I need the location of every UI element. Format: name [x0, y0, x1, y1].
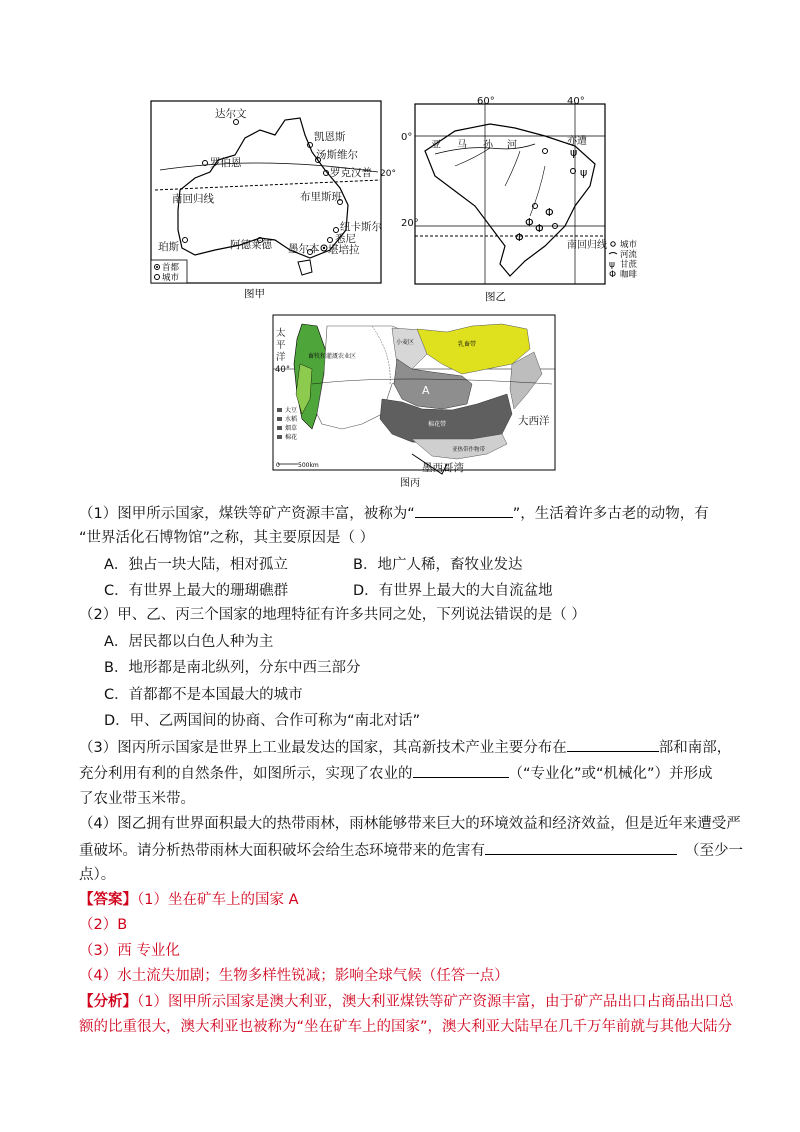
- label-atlantic: 大西洋: [518, 415, 550, 427]
- sugarcane-symbol-1: ψ: [580, 166, 588, 179]
- label-lat-20: 20°: [380, 169, 396, 179]
- map-brazil: [395, 96, 645, 301]
- label-rockhampton: 罗克汉普: [330, 167, 372, 179]
- label-region-dairy: 乳畜带: [458, 341, 477, 348]
- label-canberra: 堪培拉: [328, 244, 360, 256]
- analysis-tag: 【分析】: [79, 994, 137, 1010]
- q1-option-d[interactable]: D．有世界上最大的大自流盆地: [353, 583, 553, 599]
- legend-coffee-yi: 咖啡: [620, 270, 638, 280]
- label-darwin: 达尔文: [215, 108, 247, 120]
- q2-stem: （2）甲、乙、丙三个国家的地理特征有许多共同之处，下列说法错误的是（ ）: [79, 607, 586, 623]
- legend-sugarcane-icon: ψ: [609, 260, 615, 270]
- label-lon-40: 40°: [567, 96, 585, 107]
- label-cairns: 凯恩斯: [314, 131, 346, 143]
- label-lat-40: 40°: [275, 365, 291, 375]
- legend-city: 城市: [162, 273, 180, 283]
- sugarcane-symbol-2: ψ: [570, 146, 578, 159]
- q4-line2: 重破坏。请分析热带雨林大面积破坏会给生态环境带来的危害有 （至少一: [79, 840, 743, 861]
- q1-option-b[interactable]: B．地广人稀，畜牧业发达: [353, 557, 523, 573]
- legend-rice: 水稻: [285, 416, 298, 423]
- q1-option-c[interactable]: C．有世界上最大的珊瑚礁群: [104, 583, 289, 599]
- coffee-symbol-4: Φ: [545, 206, 554, 219]
- q4-line1: （4）图乙拥有世界面积最大的热带雨林，雨林能够带来巨大的环境效益和经济效益，但是近年来遭受严: [79, 816, 741, 832]
- label-pacific-1: 太: [276, 328, 286, 339]
- legend-river-yi: 河流: [620, 250, 638, 260]
- caption-jia: 图甲: [244, 288, 265, 300]
- label-region-wheat: 小麦区: [396, 339, 415, 346]
- label-lon-60: 60°: [477, 96, 495, 107]
- coffee-symbol-2: Φ: [535, 222, 544, 235]
- legend-cotton: 棉花: [285, 434, 298, 441]
- legend-capital: 首都: [162, 263, 180, 273]
- q3-line3: 了农业带玉米带。: [79, 791, 195, 807]
- q1-line2: “世界活化石博物馆”之称，其主要原因是（ ）: [79, 530, 375, 546]
- q3-line2: 充分利用有利的自然条件，如图所示，实现了农业的 （“专业化”或“机械化”）并形成: [79, 763, 713, 784]
- q1-option-a[interactable]: A．独占一块大陆，相对孤立: [104, 557, 288, 573]
- label-amazon-2: 马: [457, 140, 467, 151]
- analysis-line2: 额的比重很大，澳大利亚也被称为“坐在矿车上的国家”，澳大利亚大陆早在几千万年前就与其他大陆分: [79, 1019, 733, 1035]
- label-lat-20-left: 20°: [401, 218, 419, 229]
- label-recife: 亦遭: [567, 136, 587, 147]
- legend-coffee-icon: Φ: [609, 270, 617, 280]
- label-pacific-3: 洋: [276, 352, 286, 363]
- label-region-cotton: 棉花带: [428, 421, 447, 428]
- legend-city-yi: 城市: [620, 240, 638, 250]
- caption-yi: 图乙: [485, 291, 506, 303]
- svg-text:0: 0: [276, 462, 280, 469]
- q2-option-b[interactable]: B．地形都是南北纵列，分东中西三部分: [104, 660, 361, 676]
- label-tropic-yi: 南回归线: [567, 240, 607, 251]
- legend-tobacco: 烟草: [285, 425, 298, 432]
- q3-blank-1[interactable]: [567, 737, 659, 752]
- label-amazon-4: 河: [507, 140, 517, 151]
- answer-line4: （4）水土流失加剧；生物多样性锐减；影响全球气候（任答一点）: [79, 968, 509, 984]
- answer-line1: 【答案】（1）坐在矿车上的国家 A: [79, 892, 299, 908]
- label-scale: 500km: [298, 462, 319, 469]
- q4-blank[interactable]: [485, 840, 677, 855]
- label-pacific-2: 平: [276, 340, 286, 351]
- label-lat-0: 0°: [401, 132, 413, 143]
- label-region-subtropical: 亚热带作物带: [452, 447, 486, 453]
- label-gulf: 墨西哥湾: [422, 462, 464, 474]
- q2-option-d[interactable]: D．甲、乙两国间的协商、合作可称为“南北对话”: [104, 713, 421, 729]
- label-perth: 珀斯: [158, 241, 179, 253]
- label-tropic: 南回归线: [172, 193, 214, 205]
- label-townsville: 汤斯维尔: [316, 149, 358, 161]
- answer-line3: （3）西 专业化: [79, 943, 180, 959]
- q4-line3: 点）。: [79, 867, 116, 883]
- label-belt-a: A: [422, 384, 430, 397]
- label-amazon-1: 亚: [431, 140, 441, 151]
- map-usa: [272, 314, 557, 489]
- q1-blank[interactable]: [415, 503, 513, 518]
- label-melbourne: 墨尔本: [288, 243, 320, 255]
- map-australia: [150, 100, 396, 300]
- coffee-symbol-3: Φ: [515, 231, 524, 244]
- label-perth-fig: 罗伯恩: [210, 157, 242, 169]
- label-amazon-3: 孙: [483, 140, 493, 151]
- label-sydney: 悉尼: [335, 233, 356, 245]
- label-newcastle: 纽卡斯尔: [340, 221, 382, 233]
- q2-option-a[interactable]: A．居民都以白色人种为主: [104, 634, 274, 650]
- q1-line1: （1）图甲所示国家，煤铁等矿产资源丰富，被称为“ ”，生活着许多古老的动物，有: [79, 503, 709, 524]
- q3-line1: （3）图丙所示国家是世界上工业最发达的国家，其高新技术产业主要分布在 部和南部，: [79, 737, 731, 758]
- q2-option-c[interactable]: C．首都都不是本国最大的城市: [104, 687, 303, 703]
- q3-blank-2[interactable]: [413, 763, 509, 778]
- label-brisbane: 布里斯班: [300, 191, 342, 203]
- answer-tag: 【答案】: [79, 892, 137, 908]
- coffee-symbol-1: Φ: [525, 216, 534, 229]
- answer-line2: （2）B: [79, 917, 128, 933]
- caption-bing: 图丙: [400, 478, 420, 489]
- analysis-line1: 【分析】（1）图甲所示国家是澳大利亚，澳大利亚煤铁等矿产资源丰富，由于矿产品出口占商品出口总: [79, 994, 734, 1010]
- legend-sugarcane-yi: 甘蔗: [620, 260, 638, 270]
- label-adelaide: 阿德莱德: [230, 239, 272, 251]
- label-region-ranching: 畜牧和灌溉农业区: [308, 353, 357, 360]
- legend-soybean: 大豆: [285, 407, 298, 414]
